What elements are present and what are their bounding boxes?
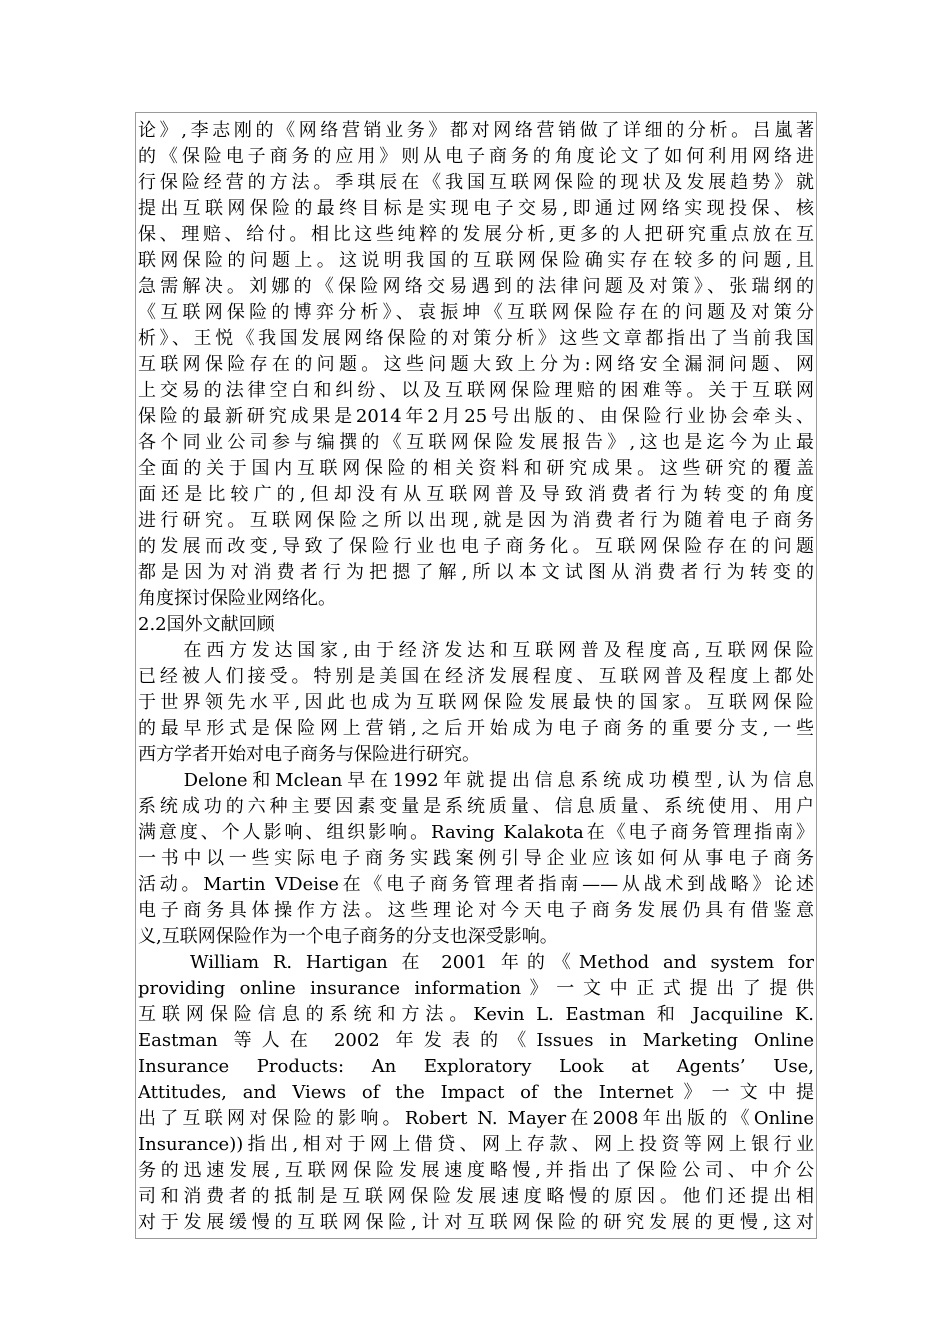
text-line: 对于发展缓慢的互联网保险,计对互联网保险的研究发展的更慢,这对 [138,1212,814,1233]
text-line: 务的迅速发展,互联网保险发展速度略慢,并指出了保险公司、中介公 [138,1160,814,1181]
text-line: 角度探讨保险业网络化。 [138,588,336,609]
text-line: 各个同业公司参与编撰的《互联网保险发展报告》,这也是迄今为止最 [138,432,814,453]
text-line: William R. Hartigan 在 2001 年的《Method and system for [138,952,814,973]
text-line: 论》,李志刚的《网络营销业务》都对网络营销做了详细的分析。吕嵐著 [138,120,814,141]
text-line: 满意度、个人影响、组织影响。Raving Kalakota在《电子商务管理指南》 [138,822,814,843]
text-line: 的发展而改变,导致了保险行业也电子商务化。互联网保险存在的问题 [138,536,814,557]
text-line: 进行研究。互联网保险之所以出现,就是因为消费者行为随着电子商务 [138,510,814,531]
text-line: 都是因为对消费者行为把摁了解,所以本文试图从消费者行为转变的 [138,562,814,583]
text-line: 《互联网保险的博弈分析》、袁振坤《互联网保险存在的问题及对策分 [138,302,814,323]
text-line: Delone和Mclean早在1992年就提出信息系统成功模型,认为信息 [138,770,814,791]
text-line: 全面的关于国内互联网保险的相关资料和研究成果。这些研究的覆盖 [138,458,814,479]
text-line: Insurance))指出,相对于网上借贷、网上存款、网上投资等网上银行业 [138,1134,814,1155]
document-text-frame [135,112,817,1239]
text-line: 司和消费者的抵制是互联网保险发展速度略慢的原因。他们还提出相 [138,1186,814,1207]
text-line: 一书中以一些实际电子商务实践案例引导企业应该如何从事电子商务 [138,848,814,869]
text-line: 保、理赔、给付。相比这些纯粹的发展分析,更多的人把研究重点放在互 [138,224,814,245]
text-line: 于世界领先水平,因此也成为互联网保险发展最快的国家。互联网保险 [138,692,814,713]
text-line: 的最早形式是保险网上营销,之后开始成为电子商务的重要分支,一些 [138,718,814,739]
text-line: Eastman 等人在 2002 年发表的《Issues in Marketing Online [138,1030,814,1051]
text-line: 西方学者开始对电子商务与保险进行研究。 [138,744,480,765]
text-line: 已经被人们接受。特别是美国在经济发展程度、互联网普及程度上都处 [138,666,814,687]
text-line: 析》、王悦《我国发展网络保险的对策分析》这些文章都指出了当前我国 [138,328,814,349]
text-line: 保险的最新研究成果是2014年2月25号出版的、由保险行业协会牵头、 [138,406,814,427]
text-line: 行保险经营的方法。季琪辰在《我国互联网保险的现状及发展趋势》就 [138,172,814,193]
text-line: 出了互联网对保险的影响。Robert N. Mayer在2008年出版的《Online [138,1108,814,1129]
text-line: Insurance Products: An Exploratory Look at Agents’ Use, [138,1056,814,1077]
text-line: 在西方发达国家,由于经济发达和互联网普及程度高,互联网保险 [138,640,814,661]
text-line: 互联网保险存在的问题。这些问题大致上分为:网络安全漏洞问题、网 [138,354,814,375]
text-line: 联网保险的问题上。这说明我国的互联网保险确实存在较多的问题,且 [138,250,814,271]
text-line: 电子商务具体操作方法。这些理论对今天电子商务发展仍具有借鉴意 [138,900,814,921]
text-line: 2.2国外文献回顾 [138,614,275,635]
text-line: 义,互联网保险作为一个电子商务的分支也深受影响。 [138,926,558,947]
text-line: 系统成功的六种主要因素变量是系统质量、信息质量、系统使用、用户 [138,796,814,817]
text-line: 上交易的法律空白和纠纷、以及互联网保险理赔的困难等。关于互联网 [138,380,814,401]
text-line: 的《保险电子商务的应用》则从电子商务的角度论文了如何利用网络进 [138,146,814,167]
text-line: 提出互联网保险的最终目标是实现电子交易,即通过网络实现投保、核 [138,198,814,219]
text-line: 活动。Martin VDeise在《电子商务管理者指南——从战术到战略》论述 [138,874,814,895]
text-line: 急需解决。刘娜的《保险网络交易遇到的法律问题及对策》、张瑞纲的 [138,276,814,297]
text-line: providing online insurance information》一文中正式提出了提供 [138,978,814,999]
text-line: 面还是比较广的,但却没有从互联网普及导致消费者行为转变的角度 [138,484,814,505]
text-line: Attitudes, and Views of the Impact of the Internet》一文中提 [138,1082,814,1103]
text-line: 互联网保险信息的系统和方法。Kevin L. Eastman 和 Jacquiline K. [138,1004,814,1025]
